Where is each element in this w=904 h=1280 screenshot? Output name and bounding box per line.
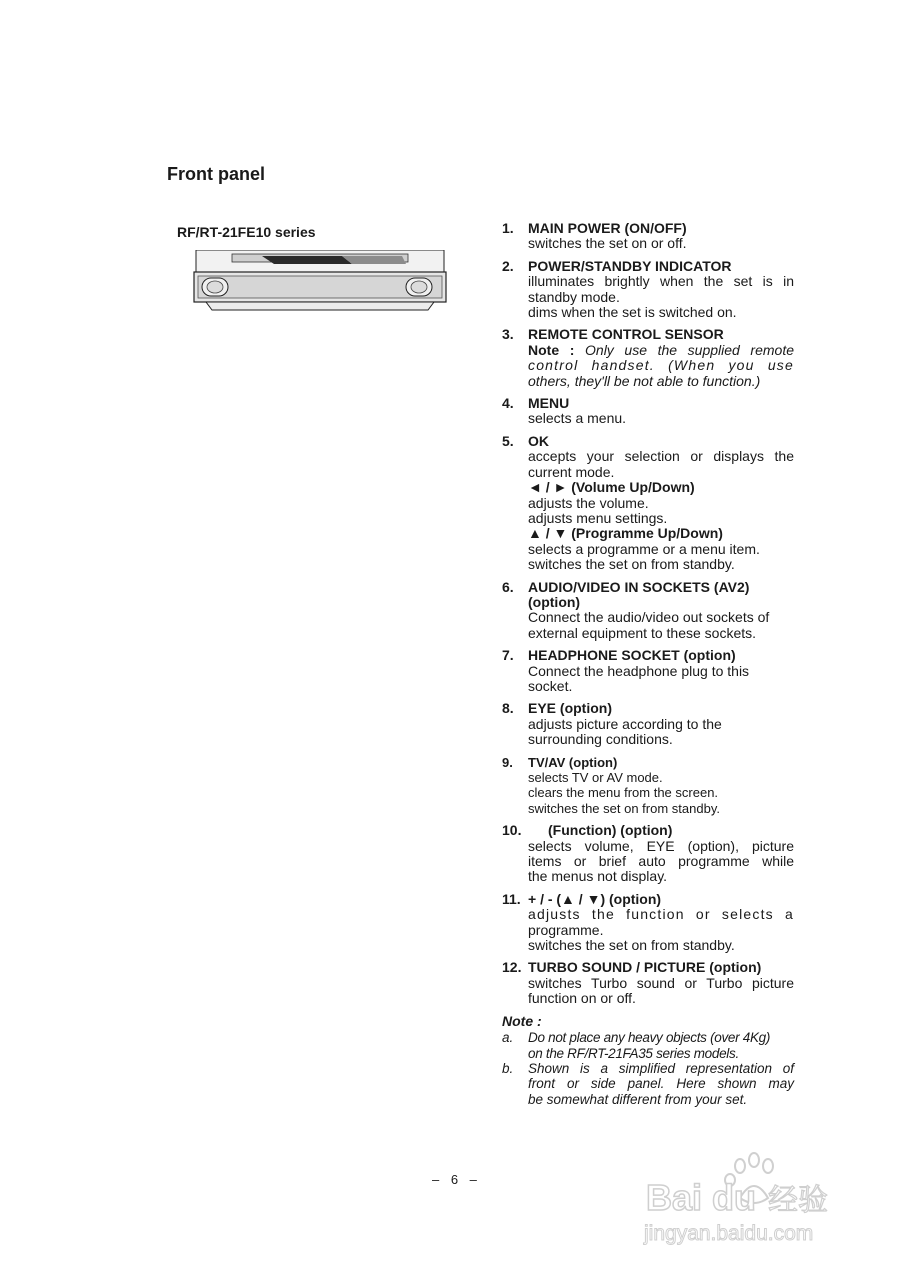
list-item: 9. TV/AV (option) selects TV or AV mode. clears the menu from the screen. switches the set on from standby. bbox=[502, 754, 720, 816]
feature-list bbox=[502, 221, 794, 1107]
svg-text:Bai: Bai bbox=[646, 1177, 703, 1218]
front-panel-illustration bbox=[192, 250, 448, 314]
list-item: 11. + / - (▲ / ▼) (option) adjusts the function or selects a programme. switches the set on from standby. bbox=[502, 890, 794, 954]
note-b: b. Shown is a simplified representation of front or side panel. Here shown may be somewhat different from your set. bbox=[502, 1060, 794, 1107]
notes-section: Note : a. Do not place any heavy objects (over 4Kg) on the RF/RT-21FA35 series models. b. Shown is a simplified representation of front or side panel. Here shown may be somewhat different from your set. bbox=[502, 1012, 794, 1107]
list-item: 12. TURBO SOUND / PICTURE (option) switches Turbo sound or Turbo picture function on or off. bbox=[502, 959, 794, 1007]
series-title: RF/RT-21FE10 series bbox=[177, 224, 316, 240]
list-item: 4. MENU selects a menu. bbox=[502, 395, 627, 427]
page-number: – 6 – bbox=[432, 1172, 481, 1187]
svg-text:jingyan.baidu.com: jingyan.baidu.com bbox=[644, 1222, 814, 1245]
list-item: 3. REMOTE CONTROL SENSOR Note : Only use the supplied remote control handset. (When you use others, they'll be not able to function.) bbox=[502, 326, 795, 389]
svg-text:经验: 经验 bbox=[768, 1183, 828, 1218]
list-item: 7. HEADPHONE SOCKET (option) Connect the headphone plug to this socket. bbox=[502, 647, 750, 694]
baidu-watermark bbox=[640, 1148, 860, 1248]
list-item: 1. MAIN POWER (ON/OFF) switches the set on or off. bbox=[502, 220, 687, 252]
svg-text:du: du bbox=[712, 1177, 756, 1218]
page-title: Front panel bbox=[167, 164, 265, 184]
list-item: 8. EYE (option) adjusts picture according to the surrounding conditions. bbox=[502, 700, 722, 748]
note-a: a. Do not place any heavy objects (over 4Kg) on the RF/RT-21FA35 series models. bbox=[502, 1030, 771, 1061]
list-item: 10. (Function) (option) selects volume, EYE (option), picture items or brief auto programme while the menus not display. bbox=[502, 822, 794, 885]
list-item: 2. POWER/STANDBY INDICATOR illuminates brightly when the set is in standby mode. dims when the set is switched on. bbox=[502, 257, 794, 321]
list-item: 6. AUDIO/VIDEO IN SOCKETS (AV2) (option) Connect the audio/video out sockets of external equipment to these sockets. bbox=[502, 578, 770, 641]
list-item: 5. OK accepts your selection or displays the current mode. ◄ / ► (Volume Up/Down) adjusts the volume. adjusts menu settings. ▲ / ▼ (Programme Up/Down) selects a programme or a menu item. switches the set on from standby. bbox=[502, 432, 794, 573]
